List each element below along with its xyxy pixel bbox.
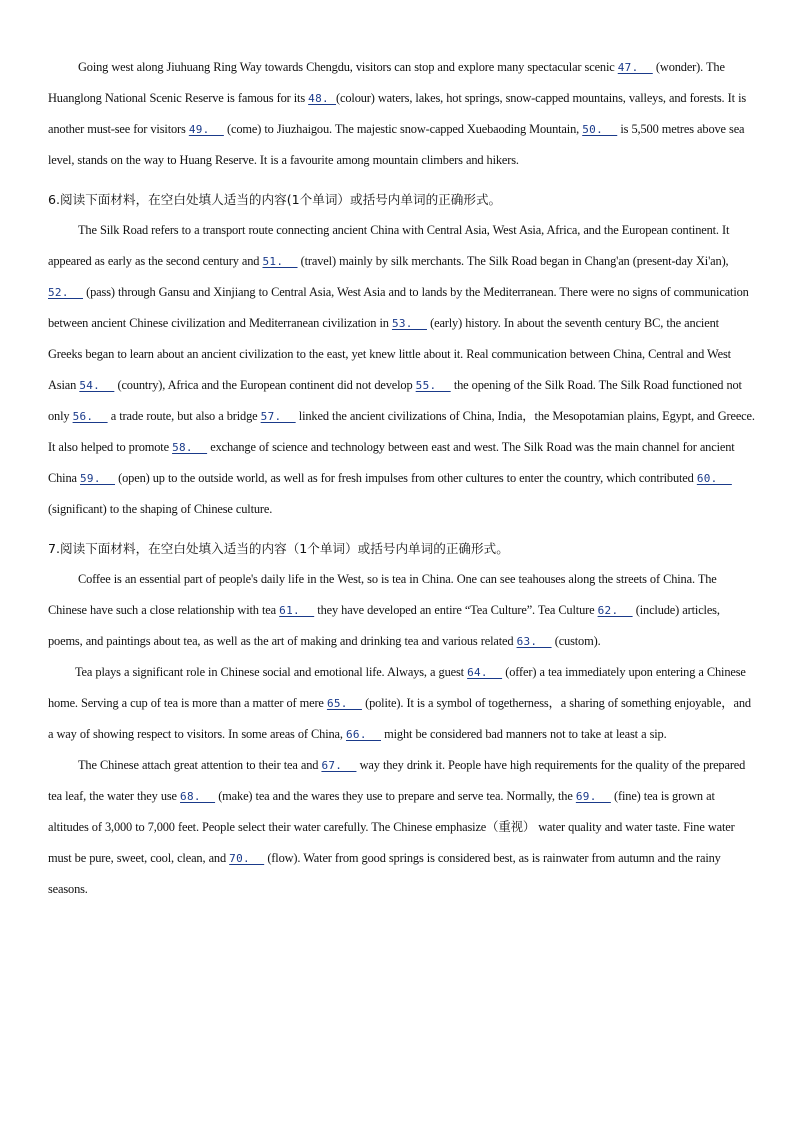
answer-blank[interactable]: 52. — [48, 286, 84, 299]
section-7-paragraph-3 — [48, 750, 756, 905]
text-segment: Tea plays a significant role in Chinese social and emotional life. Always, a guest — [75, 665, 468, 679]
text-segment: (flow). Water from good springs is considered best, as is rainwater from autumn and the rainy seasons. — [48, 851, 721, 896]
text-segment: (come) to Jiuzhaigou. The majestic snow-capped Xuebaoding Mountain, — [223, 122, 583, 136]
answer-blank[interactable]: 48. — [308, 92, 337, 105]
text-segment: (make) tea and the wares they use to prepare and serve tea. Normally, the — [215, 789, 576, 803]
text-segment: (custom). — [551, 634, 601, 648]
text-segment: (offer) a tea immediately upon entering a Chinese home. Serving a cup of tea is more than a matter of mere — [48, 665, 746, 710]
answer-blank[interactable]: 68. — [180, 790, 216, 803]
answer-blank[interactable]: 60. — [696, 472, 732, 485]
answer-blank[interactable]: 55. — [415, 379, 451, 392]
answer-blank[interactable]: 63. — [516, 635, 552, 648]
answer-blank[interactable]: 50. — [582, 123, 618, 136]
document-page — [48, 52, 756, 905]
answer-blank[interactable]: 49. — [188, 123, 224, 136]
text-segment: (wonder). The Huanglong National Scenic Reserve is famous for its — [48, 60, 725, 105]
answer-blank[interactable]: 64. — [467, 666, 503, 679]
section-7-paragraph-2 — [48, 657, 756, 750]
text-segment: (polite). It is a symbol of togetherness，a sharing of something enjoyable，and a way of showing respect to visitors. In some areas of China, — [48, 696, 751, 741]
answer-blank[interactable]: 66. — [345, 728, 381, 741]
answer-blank[interactable]: 53. — [391, 317, 427, 330]
answer-blank[interactable]: 70. — [229, 852, 265, 865]
text-segment: (early) history. In about the seventh century BC, the ancient Greeks began to learn about an ancient civilization to the east, yet knew little about it. Real communication between China, Central and West Asian — [48, 316, 731, 392]
text-segment: (include) articles, poems, and paintings about tea, as well as the art of making and drinking tea and various related — [48, 603, 720, 648]
text-segment: (travel) mainly by silk merchants. The Silk Road began in Chang'an (present-day Xi'an), — [297, 254, 729, 268]
answer-blank[interactable]: 56. — [72, 410, 108, 423]
section-6-heading: 6.阅读下面材料，在空白处填人适当的内容(1个单词）或括号内单词的正确形式。 — [48, 192, 502, 207]
answer-blank[interactable]: 54. — [79, 379, 115, 392]
answer-blank[interactable]: 61. — [279, 604, 315, 617]
section-7-paragraph-1 — [48, 564, 756, 657]
answer-blank[interactable]: 57. — [260, 410, 296, 423]
answer-blank[interactable]: 65. — [326, 697, 362, 710]
answer-blank[interactable]: 62. — [597, 604, 633, 617]
text-segment: the opening of the Silk Road. The Silk Road functioned not only — [48, 378, 742, 423]
text-segment: way they drink it. People have high requirements for the quality of the prepared tea leaf, the water they use — [48, 758, 746, 803]
passage-5-paragraph — [48, 52, 756, 176]
text-segment: they have developed an entire “Tea Culture”. Tea Culture — [314, 603, 598, 617]
text-segment: (fine) tea is grown at altitudes of 3,000 to 7,000 feet. People select their water carefully. The Chinese emphasize（重视） water quality and water taste. Fine water must be pure, sweet, cool, clean, and — [48, 789, 735, 865]
text-segment: The Silk Road refers to a transport route connecting ancient China with Central Asia, West Asia, Africa, and the European continent. It appeared as early as the second century and — [48, 223, 730, 268]
text-segment: a trade route, but also a bridge — [107, 409, 261, 423]
answer-blank[interactable]: 67. — [321, 759, 357, 772]
text-segment: Going west along Jiuhuang Ring Way towards Chengdu, visitors can stop and explore many spectacular scenic — [78, 60, 618, 74]
section-7-heading: 7.阅读下面材料，在空白处填入适当的内容（1个单词）或括号内单词的正确形式。 — [48, 541, 509, 556]
text-segment: Coffee is an essential part of people's daily life in the West, so is tea in China. One can see teahouses along the streets of China. The Chinese have such a close relationship with tea — [48, 572, 717, 617]
answer-blank[interactable]: 59. — [80, 472, 116, 485]
text-segment: is 5,500 metres above sea level, stands on the way to Huang Reserve. It is a favourite among mountain climbers and hikers. — [48, 122, 745, 167]
text-segment: (significant) to the shaping of Chinese culture. — [48, 502, 273, 516]
text-segment: exchange of science and technology between east and west. The Silk Road was the main channel for ancient China — [48, 440, 735, 485]
text-segment: (country), Africa and the European continent did not develop — [114, 378, 416, 392]
answer-blank[interactable]: 58. — [172, 441, 208, 454]
answer-blank[interactable]: 69. — [575, 790, 611, 803]
text-segment: linked the ancient civilizations of China, India，the Mesopotamian plains, Egypt, and Greece. It also helped to promote — [48, 409, 755, 454]
text-segment: (open) up to the outside world, as well as for fresh impulses from other cultures to enter the country, which contributed — [115, 471, 697, 485]
text-segment: might be considered bad manners not to take at least a sip. — [381, 727, 667, 741]
text-segment: (pass) through Gansu and Xinjiang to Central Asia, West Asia and to lands by the Mediterranean. There were no signs of communication between ancient Chinese civilization and Mediterranean civilization in — [48, 285, 749, 330]
answer-blank[interactable]: 51. — [262, 255, 298, 268]
answer-blank[interactable]: 47. — [617, 61, 653, 74]
text-segment: (colour) waters, lakes, hot springs, snow-capped mountains, valleys, and forests. It is another must-see for visitors — [48, 91, 747, 136]
section-6-paragraph — [48, 215, 756, 525]
text-segment: The Chinese attach great attention to their tea and — [78, 758, 322, 772]
